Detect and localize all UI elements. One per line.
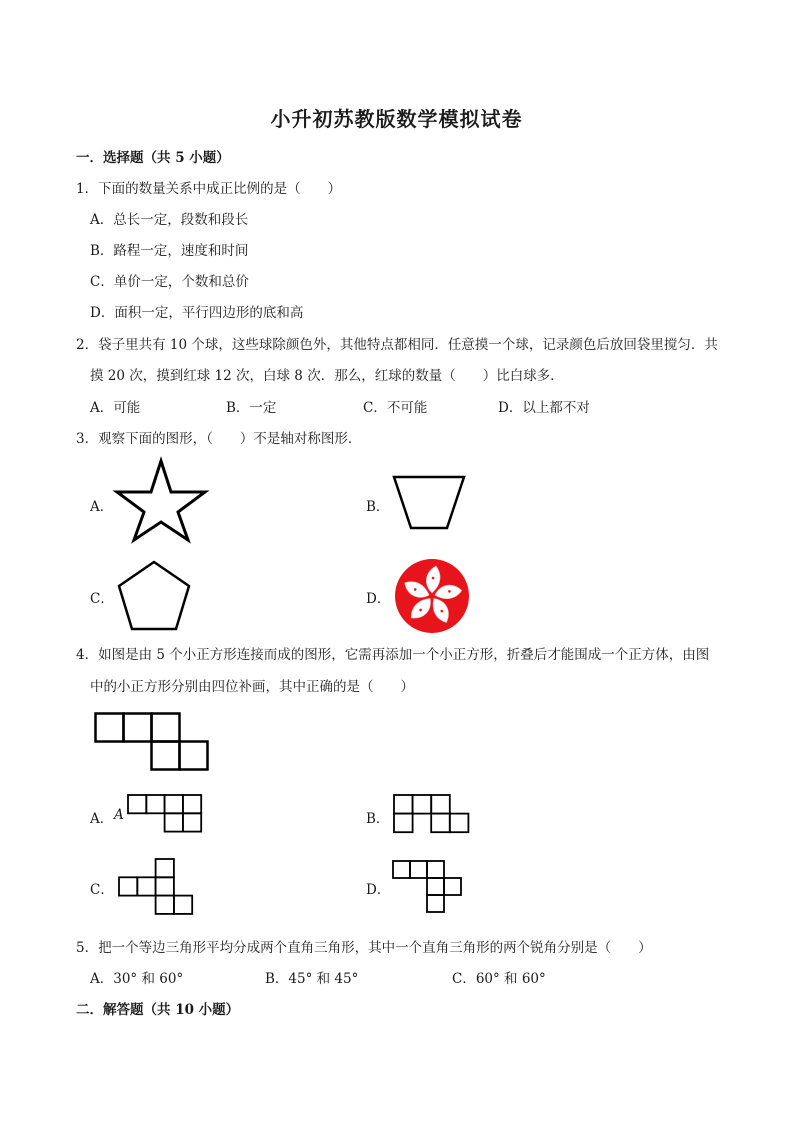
question-1-text: 1．下面的数量关系中成正比例的是（ ）	[76, 181, 342, 197]
question-4-label-d: D．	[366, 882, 391, 898]
question-4-text-line2: 中的小正方形分别由四位补画，其中正确的是（ ）	[90, 679, 414, 695]
trapezoid-figure	[392, 475, 466, 531]
question-1-option-b: B．路程一定，速度和时间	[90, 243, 249, 259]
cube-net-option-d-figure	[392, 860, 464, 916]
question-3-label-a: A．	[90, 499, 114, 515]
question-4-label-b: B．	[366, 811, 390, 827]
cube-net-base-figure	[94, 712, 210, 772]
question-4-label-c: C．	[90, 882, 114, 898]
section-heading-answer: 二．解答题（共 10 小题）	[76, 1002, 240, 1018]
star-figure	[115, 458, 207, 542]
page-title: 小升初苏教版数学模拟试卷	[270, 107, 523, 131]
question-2-option-b: B．一定	[226, 400, 277, 416]
question-4-text-line1: 4．如图是由 5 个小正方形连接而成的图形，它需再添加一个小正方形，折叠后才能围成一个正方体，由图	[76, 647, 710, 663]
question-2-text-line2: 摸 20 次，摸到红球 12 次，白球 8 次．那么，红球的数量（ ）比白球多．	[90, 368, 564, 384]
cube-net-option-a-figure	[127, 794, 205, 834]
question-4-figure-a-letter: A	[114, 807, 124, 823]
question-5-text: 5．把一个等边三角形平均分成两个直角三角形，其中一个直角三角形的两个锐角分别是（ ）	[76, 940, 652, 956]
question-3-label-d: D．	[366, 591, 391, 607]
question-3-text: 3．观察下面的图形，（ ）不是轴对称图形．	[76, 431, 362, 447]
question-2-option-d: D．以上都不对	[498, 400, 590, 416]
pentagon-figure	[116, 560, 192, 632]
question-3-label-c: C．	[90, 591, 114, 607]
question-5-option-b: B．45° 和 45°	[265, 971, 359, 987]
section-heading-choice: 一．选择题（共 5 小题）	[76, 150, 230, 166]
question-2-text-line1: 2．袋子里共有 10 个球，这些球除颜色外，其他特点都相同．任意摸一个球，记录颜色后放回袋里搅匀．共	[76, 337, 718, 353]
question-4-label-a: A．	[90, 811, 114, 827]
question-1-option-c: C．单价一定，个数和总价	[90, 274, 249, 290]
question-2-option-c: C．不可能	[363, 400, 428, 416]
question-5-option-c: C．60° 和 60°	[452, 971, 546, 987]
question-5-option-a: A．30° 和 60°	[90, 971, 184, 987]
cube-net-option-b-figure	[393, 794, 473, 834]
question-1-option-d: D．面积一定，平行四边形的底和高	[90, 305, 304, 321]
question-2-option-a: A．可能	[90, 400, 141, 416]
cube-net-option-c-figure	[118, 858, 198, 918]
bauhinia-emblem-figure	[394, 558, 470, 634]
question-3-label-b: B．	[366, 499, 390, 515]
question-1-option-a: A．总长一定，段数和段长	[90, 212, 249, 228]
